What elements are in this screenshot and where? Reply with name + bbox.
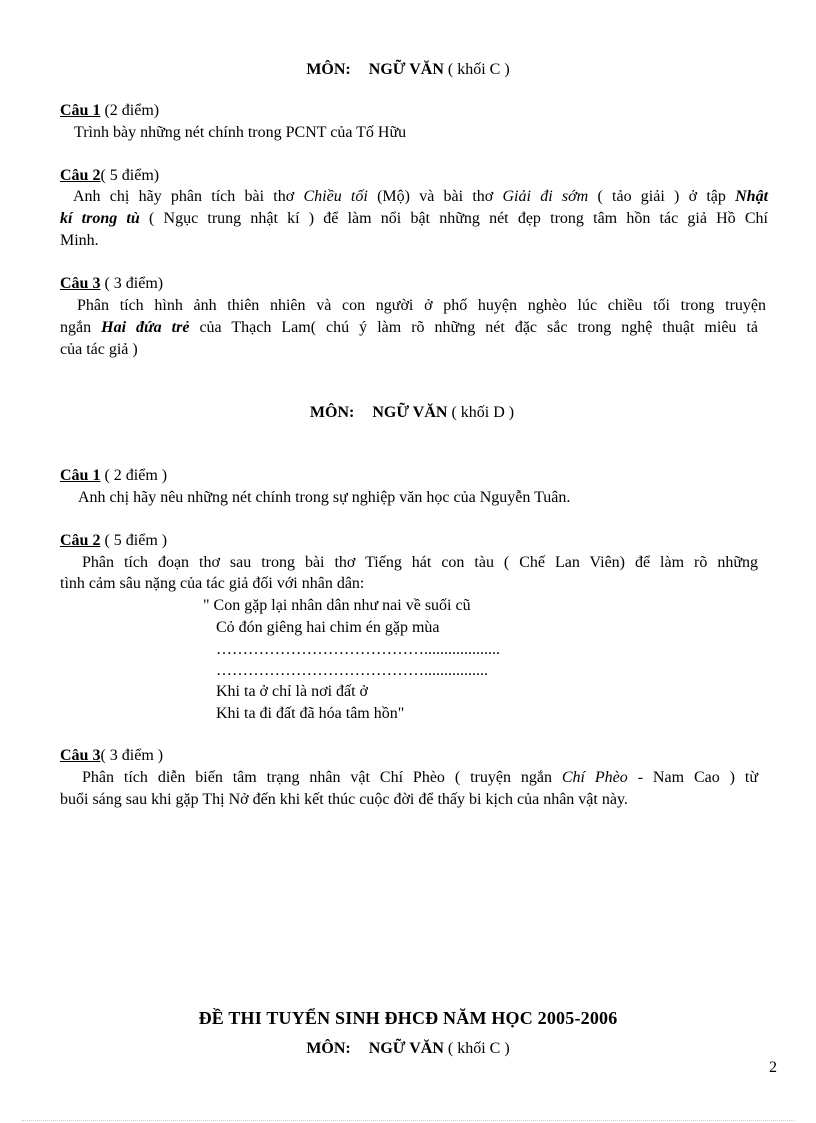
exam-title: ĐỀ THI TUYỂN SINH ĐHCĐ NĂM HỌC 2005-2006 [198, 1008, 618, 1028]
poem-ellipsis-line: …………………………………................ [216, 662, 488, 679]
question-heading [60, 101, 159, 121]
question-text-line: buổi sáng sau khi gặp Thị Nở đến khi kết thúc cuộc đời để thấy bi kịch của nhân vật này. [60, 791, 628, 808]
subject-label: MÔN: [306, 61, 351, 78]
page-footer-border [22, 1120, 794, 1121]
question-text-line: Minh. [60, 232, 99, 249]
question-text-line: của tác giả ) [60, 341, 138, 358]
poem-line: Khi ta ở chỉ là nơi đất ở [216, 683, 369, 700]
question-text: Trình bày những nét chính trong PCNT của Tố Hữu [74, 124, 407, 141]
poem-line: " Con gặp lại nhân dân như nai về suối cũ [203, 597, 471, 614]
text-run: Phân tích hình ảnh thiên nhiên và con người ở phố huyện nghèo lúc chiều tối trong truyện [77, 297, 766, 314]
book-title: kí trong tù [60, 210, 140, 227]
question-text-line: tình cảm sâu nặng của tác giả đối với nhân dân: [60, 575, 365, 592]
subject-heading-c2 [0, 1039, 816, 1059]
story-title: Hai đứa trẻ [101, 319, 190, 336]
subject-label: MÔN: [309, 404, 355, 421]
text-run: của Thạch Lam( chú ý làm rõ những nét đặc sắc trong nghệ thuật miêu tả [189, 319, 758, 336]
text-run: (Mộ) và bài thơ [367, 188, 503, 205]
poem-line: Cỏ đón giêng hai chim én gặp mùa [216, 619, 440, 636]
text-run: Anh chị hãy phân tích bài thơ [73, 188, 304, 205]
poem-ellipsis-line: …………………………………................... [216, 641, 500, 658]
question-text-line [60, 553, 758, 573]
poem-title: Giải đi sớm [502, 188, 589, 205]
subject-heading-c [0, 60, 816, 80]
poem-title: Chiều tối [303, 188, 368, 205]
question-label: Câu 2 [60, 532, 101, 549]
question-text-line [60, 318, 758, 338]
question-text-line [60, 768, 758, 788]
question-heading [60, 531, 167, 551]
question-heading [60, 274, 163, 294]
text-run: ( tảo giải ) ở tập [588, 188, 736, 205]
question-heading [60, 746, 163, 766]
subject-group: ( khối C ) [447, 61, 510, 78]
question-points: ( 2 điểm ) [100, 467, 168, 484]
subject-label: MÔN: [306, 1040, 351, 1057]
text-run: ngắn [60, 319, 102, 336]
text-run: Phân tích đoạn thơ sau trong bài thơ Tiếng hát con tàu ( Chế Lan Viên) để làm rõ những [82, 554, 758, 571]
question-label: Câu 3 [60, 275, 101, 292]
subject-heading-d [0, 403, 816, 423]
question-points: ( 3 điểm) [100, 275, 164, 292]
question-text-line [60, 209, 768, 229]
question-text: Anh chị hãy nêu những nét chính trong sự nghiệp văn học của Nguyễn Tuân. [78, 489, 571, 506]
subject-group: ( khối D ) [451, 404, 515, 421]
subject-name: NGỮ VĂN [368, 61, 444, 78]
question-heading [60, 466, 167, 486]
subject-group: ( khối C ) [447, 1040, 510, 1057]
question-points: (2 điểm) [100, 102, 160, 119]
book-title: Nhật [735, 188, 769, 205]
text-run: ( Ngục trung nhật kí ) để làm nổi bật những nét đẹp trong tâm hồn tác giả Hồ Chí [139, 210, 769, 227]
subject-name: NGỮ VĂN [368, 1040, 444, 1057]
subject-name: NGỮ VĂN [372, 404, 448, 421]
question-label: Câu 2 [60, 167, 101, 184]
text-run: - Nam Cao ) từ [627, 769, 758, 786]
poem-line: Khi ta đi đất đã hóa tâm hồn" [216, 705, 405, 722]
question-text-line [60, 187, 768, 207]
question-points: ( 5 điểm) [100, 167, 160, 184]
question-label: Câu 3 [60, 747, 101, 764]
question-text-line [60, 296, 766, 316]
question-points: ( 3 điểm ) [100, 747, 164, 764]
story-title: Chí Phèo [561, 769, 628, 786]
question-heading [60, 166, 159, 186]
page-number: 2 [769, 1059, 777, 1076]
question-points: ( 5 điểm ) [100, 532, 168, 549]
question-label: Câu 1 [60, 467, 101, 484]
question-label: Câu 1 [60, 102, 101, 119]
text-run: Phân tích diễn biến tâm trạng nhân vật Chí Phèo ( truyện ngắn [82, 769, 562, 786]
